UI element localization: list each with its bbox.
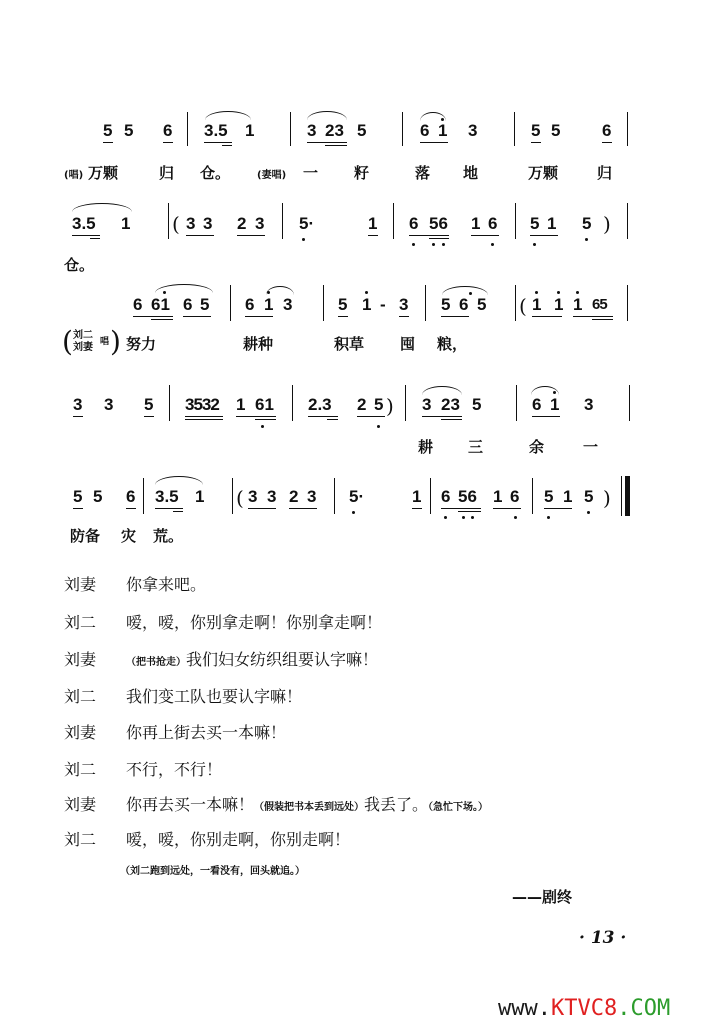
underline [133,316,173,317]
underline [338,316,348,317]
barline [627,203,628,239]
line-text: 你再上街去买一本嘛！ [126,723,287,742]
note: 3 [307,487,317,506]
note: 1 [264,295,274,314]
singer-label [73,330,93,354]
barline [514,112,515,146]
underline [532,316,562,317]
low-octave-dot [352,511,355,514]
note: 5 [374,395,384,414]
barline [187,112,188,146]
lyric-stage: (妻唱) [257,170,287,181]
note: 1 [550,395,560,414]
underline [471,235,499,236]
underline [357,416,385,417]
note: 1 [195,487,205,506]
note: 5 [530,214,540,233]
line-text: 嗳，嗳，你别走啊，你别走啊！ [126,830,351,849]
note: - [380,295,386,314]
note: 61 [255,395,274,414]
barline [168,203,169,239]
end-mark: ——剧终 [512,888,573,906]
underline [493,508,521,509]
stage-direction: （急忙下场。） [428,802,489,813]
underline [103,142,113,143]
low-octave-dot [412,243,415,246]
line-text: 我们变工队也要认字嘛！ [126,687,303,706]
lyric: 囤 [400,335,416,353]
note: 3 [73,395,83,414]
note: 3 [267,487,277,506]
note: 56 [458,487,477,506]
note: 5· [299,214,315,233]
underline [248,508,276,509]
low-octave-dot [462,516,465,519]
low-octave-dot [514,516,517,519]
underline [530,235,558,236]
high-octave-dot [365,291,368,294]
underline-double [173,511,183,512]
lyric: 灾 [121,527,137,545]
underline [163,142,173,143]
note: 6 [441,487,451,506]
slur [72,203,132,212]
note: 23 [441,395,460,414]
slur [442,286,488,295]
underline-double [327,419,338,420]
note: 5 [582,214,592,233]
lyric: 防备 [70,527,101,545]
paren-close: ) [603,212,611,236]
lyric: 粮， [437,335,468,353]
high-octave-dot [535,291,538,294]
line-text: 你拿来吧。 [126,575,207,594]
underline [289,508,317,509]
note: 3 [248,487,258,506]
note: 2 [289,487,299,506]
lyric: 一 [303,164,319,182]
paren-open: ( [519,294,527,318]
slur [266,286,294,295]
note: 1 [547,214,557,233]
underline [204,142,232,143]
barline [334,478,335,514]
lyric: 荒。 [153,527,184,545]
barline [627,285,628,321]
high-octave-dot [576,291,579,294]
lyric: 籽 [354,164,370,182]
barline [143,478,144,514]
speaker: 刘二 [64,687,97,706]
note: 3.5 [155,487,179,506]
watermark-part2: KTVC8 [550,996,618,1021]
high-octave-dot [163,291,166,294]
underline [307,142,347,143]
paren-open: ( [172,212,180,236]
lyric: 三 [468,438,484,456]
barline [290,112,291,146]
note: 6 [532,395,542,414]
lyric: 努力 [126,335,157,353]
line-text: 我们妇女纺织组要认字嘛！ [186,650,379,669]
barline [532,478,533,514]
underline [422,416,462,417]
underline [368,235,378,236]
note: 3 [283,295,293,314]
underline [183,316,211,317]
low-octave-dot [377,425,380,428]
barline [425,285,426,321]
underline [237,235,265,236]
underline [308,416,338,417]
note: 5 [551,121,561,140]
underline-double [592,319,613,320]
underline-double [90,238,100,239]
underline-double [222,145,232,146]
note: 2 [357,395,367,414]
low-octave-dot [533,243,536,246]
note: 6 [245,295,255,314]
dialogue-line [64,792,488,815]
underline [245,316,273,317]
lyric: 余 [529,438,545,456]
lyric: 地 [463,164,479,182]
barline [282,203,283,239]
underline [573,316,613,317]
lyric: 耕种 [243,335,274,353]
underline [73,416,83,417]
underline-double [458,511,481,512]
note: 3.5 [72,214,96,233]
note: 3 [307,121,317,140]
note: 5 [531,121,541,140]
note: 1 [438,121,448,140]
note: 5 [73,487,83,506]
note: 6 [133,295,143,314]
slur [422,386,462,395]
underline [409,235,449,236]
note: 6 [183,295,193,314]
line-text: 我丢了。 [364,795,429,814]
high-octave-dot [557,291,560,294]
note: 65 [592,296,607,313]
watermark-part1: www. [498,996,551,1021]
speaker: 刘二 [64,830,97,849]
high-octave-dot [267,291,270,294]
note: 1 [121,214,131,233]
note: 1 [236,395,246,414]
high-octave-dot [469,292,472,295]
note: 1 [368,214,378,233]
lyric-stage: (唱) [64,170,84,181]
note: 6 [459,295,469,314]
note: 6 [488,214,498,233]
slur [155,476,203,485]
note: 6 [602,121,612,140]
underline-double [441,419,462,420]
note: 5 [477,295,487,314]
bracket-open: ( [62,325,73,358]
low-octave-dot [491,243,494,246]
barline [515,285,516,321]
line-text: 你再去买一本嘛！ [126,795,255,814]
lyric: 落 [415,164,431,182]
lyric: 耕 [418,438,434,456]
slur [307,111,347,120]
lyric: 万颗 [88,164,119,182]
paren-close: ) [386,394,394,418]
barline [323,285,324,321]
bracket-close: ) [110,325,121,358]
underline [126,508,136,509]
speaker: 刘妻 [64,650,97,669]
note: 1 [245,121,255,140]
barline [402,112,403,146]
final-barline-thick [625,476,630,516]
underline [144,416,154,417]
barline [292,385,293,421]
note: 5 [144,395,154,414]
note: 3.5 [204,121,228,140]
underline [602,142,612,143]
note: 5 [338,295,348,314]
speaker: 刘二 [64,613,97,632]
barline [405,385,406,421]
note: 1 [362,295,372,314]
low-octave-dot [444,516,447,519]
low-octave-dot [547,516,550,519]
low-octave-dot [587,511,590,514]
note: 1 [573,295,583,314]
singer-suffix: 唱 [100,337,110,347]
lyric: 归 [159,164,175,182]
dialogue-line [64,610,382,633]
final-barline-thin [621,476,622,516]
underline [531,142,541,143]
note: 5 [103,121,113,140]
speaker: 刘二 [64,760,97,779]
paren-close: ) [603,486,611,510]
note: 5 [93,487,103,506]
note: 5 [200,295,210,314]
stage-direction: （假装把书本丢到远处） [254,802,365,813]
underline [72,235,100,236]
high-octave-dot [553,391,556,394]
lyric: 一 [583,438,599,456]
lyric: 积草 [334,335,365,353]
low-octave-dot [261,425,264,428]
note: 2 [237,214,247,233]
underline [441,508,481,509]
note: 6 [510,487,520,506]
note: 5 [472,395,482,414]
dialogue-line [64,827,350,850]
singer-top: 刘二 [73,330,93,341]
note: 5 [544,487,554,506]
dialogue-line [64,757,222,780]
note: 3 [399,295,409,314]
note: 1 [532,295,542,314]
paren-open: ( [236,486,244,510]
note: 3 [468,121,478,140]
underline [399,316,409,317]
underline [441,316,469,317]
note: 6 [126,487,136,506]
note: 3 [255,214,265,233]
speaker: 刘妻 [64,575,97,594]
lyric: 仓。 [200,164,231,182]
lyric: 万颗 [528,164,559,182]
underline-double [151,319,173,320]
note: 3 [422,395,432,414]
barline [232,478,233,514]
low-octave-dot [302,238,305,241]
underline [420,142,448,143]
note: 23 [325,121,344,140]
barline [515,203,516,239]
note: 3 [104,395,114,414]
underline [236,416,276,417]
speaker: 刘妻 [64,723,97,742]
note: 6 [420,121,430,140]
dialogue-line [64,720,286,743]
note: 61 [151,295,170,314]
stage-direction: （把书抢走） [126,657,186,668]
barline [430,478,431,514]
barline [393,203,394,239]
note: 5 [124,121,134,140]
lyric: 仓。 [64,256,95,274]
underline [412,508,422,509]
note: 1 [554,295,564,314]
page-number: · 13 · [579,928,627,948]
slur [205,111,251,120]
speaker: 刘妻 [64,795,97,814]
underline [73,508,83,509]
note: 5 [441,295,451,314]
barline [627,112,628,146]
note: 3532 [185,395,219,414]
dialogue-line [64,572,206,595]
barline [516,385,517,421]
barline [629,385,630,421]
note: 3 [186,214,196,233]
underline-double [185,419,223,420]
singer-bottom: 刘妻 [73,342,93,353]
low-octave-dot [471,516,474,519]
underline-double [429,238,449,239]
note: 3 [203,214,213,233]
underline [532,416,560,417]
low-octave-dot [442,243,445,246]
underline [544,508,572,509]
note: 1 [493,487,503,506]
note: 1 [563,487,573,506]
dialogue-line [64,647,378,670]
watermark [498,996,670,1021]
low-octave-dot [432,243,435,246]
note: 1 [471,214,481,233]
note: 1 [412,487,422,506]
note: 6 [163,121,173,140]
line-text: 不行，不行！ [126,760,223,779]
note: 3 [584,395,594,414]
underline-double [325,145,347,146]
high-octave-dot [441,118,444,121]
line-text: 嗳，嗳，你别拿走啊！你别拿走啊！ [126,613,383,632]
watermark-part3: .COM [617,996,671,1021]
dialogue-line [64,684,302,707]
note: 2.3 [308,395,332,414]
underline [186,235,214,236]
note: 5· [349,487,365,506]
stage-direction: （刘二跑到远处，一看没有，回头就追。） [120,866,305,877]
underline-double [255,419,276,420]
note: 5 [357,121,367,140]
barline [230,285,231,321]
note: 56 [429,214,448,233]
barline [169,385,170,421]
low-octave-dot [585,238,588,241]
lyric: 归 [597,164,613,182]
underline [185,416,223,417]
underline [155,508,183,509]
note: 5 [584,487,594,506]
note: 6 [409,214,419,233]
